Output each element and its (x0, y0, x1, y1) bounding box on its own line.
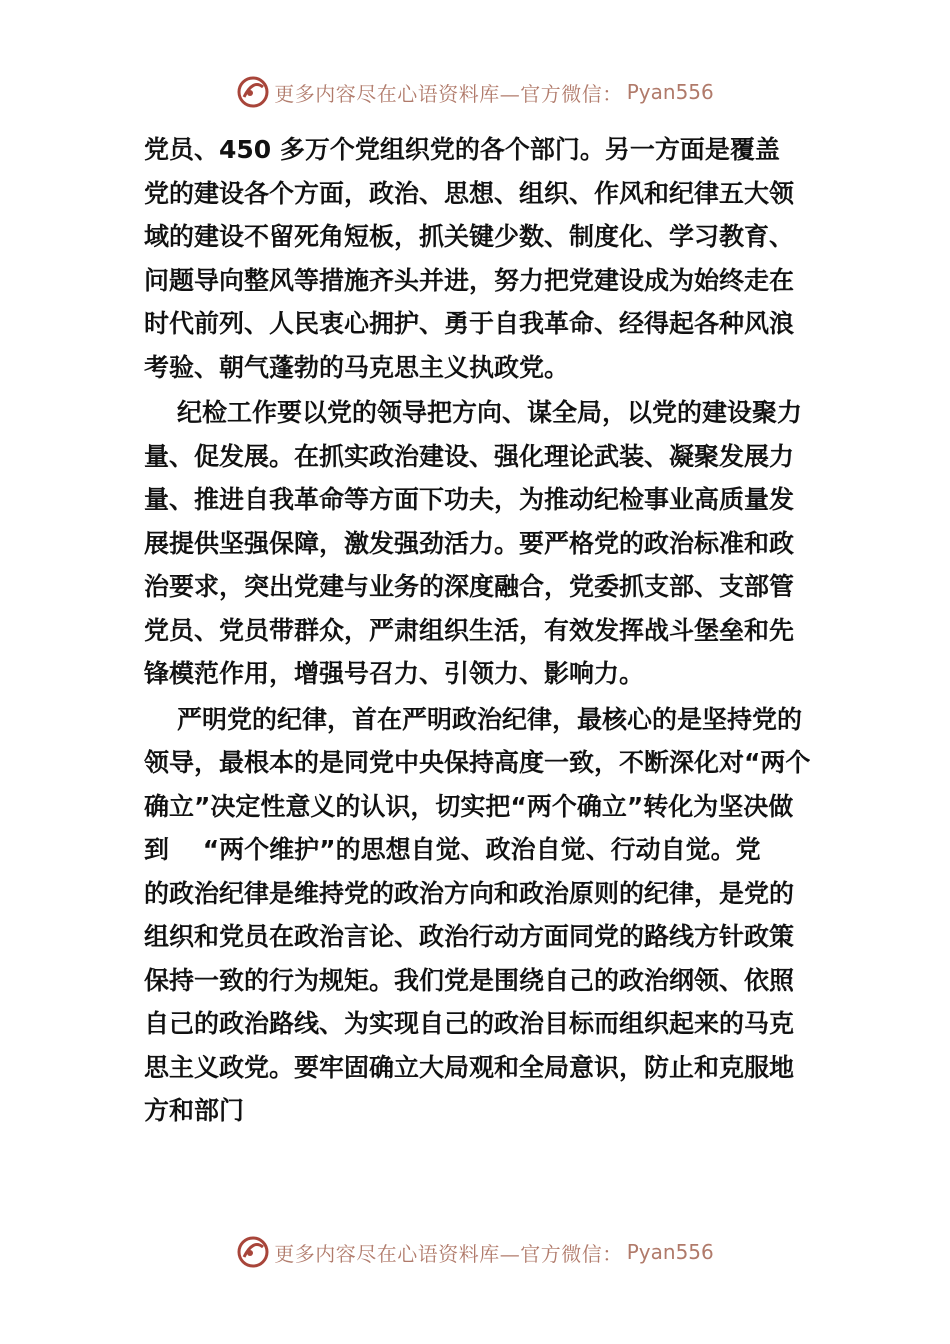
text-line: 严明党的纪律，首在严明政治纪律，最核心的是坚持党的 (177, 704, 803, 734)
text-line: 时代前列、人民衷心拥护、勇于自我革命、经得起各种风浪 (144, 309, 795, 338)
text-line: 域的建设不留死角短板，抓关键少数、制度化、学习教育、 (144, 222, 795, 251)
text-line: 自己的政治路线、为实现自己的政治目标而组织起来的马克 (144, 1009, 795, 1038)
logo-icon (236, 75, 270, 109)
text-line: 党的建设各个方面，政治、思想、组织、作风和纪律五大领 (144, 178, 795, 208)
text-line: 组织和党员在政治言论、政治行动方面同党的路线方针政策 (144, 922, 795, 951)
watermark-text: 更多内容尽在心语资料库—官方微信： (274, 1241, 623, 1266)
text-line: 领导，最根本的是同党中央保持高度一致，不断深化对“两个 (144, 748, 811, 777)
header-watermark (0, 72, 950, 112)
text-line: 问题导向整风等措施齐头并进，努力把党建设成为始终走在 (144, 265, 795, 295)
footer-watermark (0, 1232, 950, 1272)
text-line: 锋模范作用，增强号召力、引领力、影响力。 (144, 659, 645, 688)
paragraph-1 (144, 128, 824, 389)
watermark-code: Pyan556 (626, 1240, 714, 1264)
text-line: 治要求，突出党建与业务的深度融合，党委抓支部、支部管 (144, 572, 795, 601)
text-line: 到 “两个维护”的思想自觉、政治自觉、行动自觉。党 (144, 835, 761, 864)
text-line: 的政治纪律是维持党的政治方向和政治原则的纪律，是党的 (144, 878, 795, 908)
text-line: 展提供坚强保障，激发强劲活力。要严格党的政治标准和政 (144, 528, 795, 558)
text-line: 党员、党员带群众，严肃组织生活，有效发挥战斗堡垒和先 (144, 615, 795, 645)
paragraph-2 (144, 391, 824, 696)
text-line: 党员、450 多万个党组织党的各个部门。另一方面是覆盖 (144, 135, 780, 164)
text-line: 纪检工作要以党的领导把方向、谋全局，以党的建设聚力 (177, 398, 803, 427)
document-body (144, 128, 824, 1135)
logo-icon (236, 1235, 270, 1269)
text-line: 方和部门 (144, 1096, 245, 1125)
text-line: 确立”决定性意义的认识，切实把“两个确立”转化为坚决做 (144, 791, 794, 821)
text-line: 考验、朝气蓬勃的马克思主义执政党。 (144, 352, 570, 382)
paragraph-3 (144, 698, 824, 1133)
text-line: 量、促发展。在抓实政治建设、强化理论武装、凝聚发展力 (144, 441, 795, 471)
text-line: 思主义政党。要牢固确立大局观和全局意识，防止和克服地 (144, 1052, 795, 1082)
text-line: 保持一致的行为规矩。我们党是围绕自己的政治纲领、依照 (144, 965, 795, 995)
watermark-text: 更多内容尽在心语资料库—官方微信： (274, 81, 623, 106)
text-line: 量、推进自我革命等方面下功夫，为推动纪检事业高质量发 (144, 485, 795, 514)
watermark-code: Pyan556 (626, 80, 714, 104)
